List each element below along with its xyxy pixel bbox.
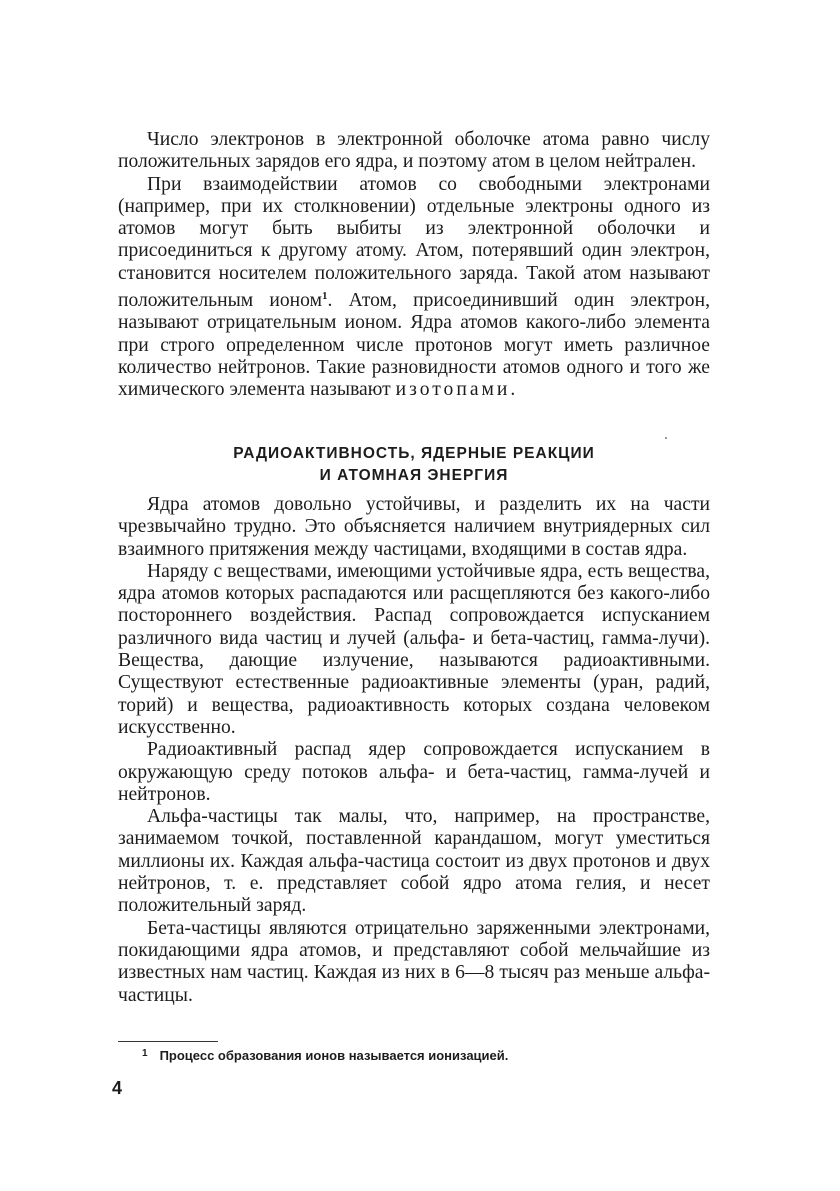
- paragraph-text: При взаимодействии атомов со свободными электронами (например, при их столкновении) отдельные электроны одного из атомов могут быть выбиты из электронной оболочки и присоединиться к другому атому. Атом, потерявший один электрон, становится носителем положительного заряда. Такой атом называют положительным ионом: [118, 173, 710, 312]
- footnote-mark: 1: [142, 1048, 148, 1059]
- page-number: 4: [112, 1078, 123, 1098]
- paragraph: Альфа-частицы так малы, что, например, на пространстве, занимаемом точкой, поставленной карандашом, могут уместиться миллионы их. Каждая альфа-частица состоит из двух протонов и двух нейтронов, т. е. представляет собой ядро атома гелия, и несет положительный заряд.: [118, 806, 710, 917]
- heading-line-2: И АТОМНАЯ ЭНЕРГИЯ: [319, 467, 509, 484]
- emphasized-term: изотопами: [395, 379, 511, 401]
- paragraph: Наряду с веществами, имеющими устойчивые ядра, есть вещества, ядра атомов которых распадаются или расщепляются без какого-либо постороннего воздействия. Распад сопровождается испусканием различного вида частиц и лучей (альфа- и бета-частиц, гамма-лучи). Вещества, дающие излучение, называются радиоактивными. Существуют естественные радиоактивные элементы (уран, радий, торий) и вещества, радиоактивность которых создана человеком искусственно.: [118, 560, 710, 738]
- paragraph-end: .: [510, 379, 516, 401]
- paragraph: Радиоактивный распад ядер сопровождается испусканием в окружающую среду потоков альфа- и бета-частиц, гамма-лучей и нейтронов.: [118, 739, 710, 805]
- text-section-atoms: [118, 129, 710, 402]
- paragraph: Число электронов в электронной оболочке атома равно числу положительных зарядов его ядра, и поэтому атом в целом нейтрален.: [118, 129, 710, 173]
- print-speck: [665, 437, 667, 439]
- paragraph-ions: [118, 174, 710, 402]
- footnote-reference: 1: [322, 290, 328, 303]
- section-heading: [118, 443, 710, 487]
- paragraph-text: . Атом, присоединивший один электрон, называют отрицательным ионом. Ядра атомов какого-либо элемента при строго определенном числе протонов могут иметь различное количество нейтронов. Такие разновидности атомов одного и того же химического элемента называют: [118, 290, 710, 401]
- text-section-radioactivity: [118, 494, 710, 1007]
- paragraph: Ядра атомов довольно устойчивы, и разделить их на части чрезвычайно трудно. Это объясняется наличием внутриядерных сил взаимного притяжения между частицами, входящими в состав ядра.: [118, 494, 710, 560]
- heading-line-1: РАДИОАКТИВНОСТЬ, ЯДЕРНЫЕ РЕАКЦИИ: [233, 445, 595, 462]
- paragraph: Бета-частицы являются отрицательно заряженными электронами, покидающими ядра атомов, и представляют собой мельчайшие из известных нам частиц. Каждая из них в 6—8 тысяч раз меньше альфа-частицы.: [118, 917, 710, 1006]
- footnote-divider: [118, 1041, 218, 1042]
- footnote: [142, 1045, 702, 1065]
- footnote-text: Процесс образования ионов называется ионизацией.: [159, 1048, 509, 1063]
